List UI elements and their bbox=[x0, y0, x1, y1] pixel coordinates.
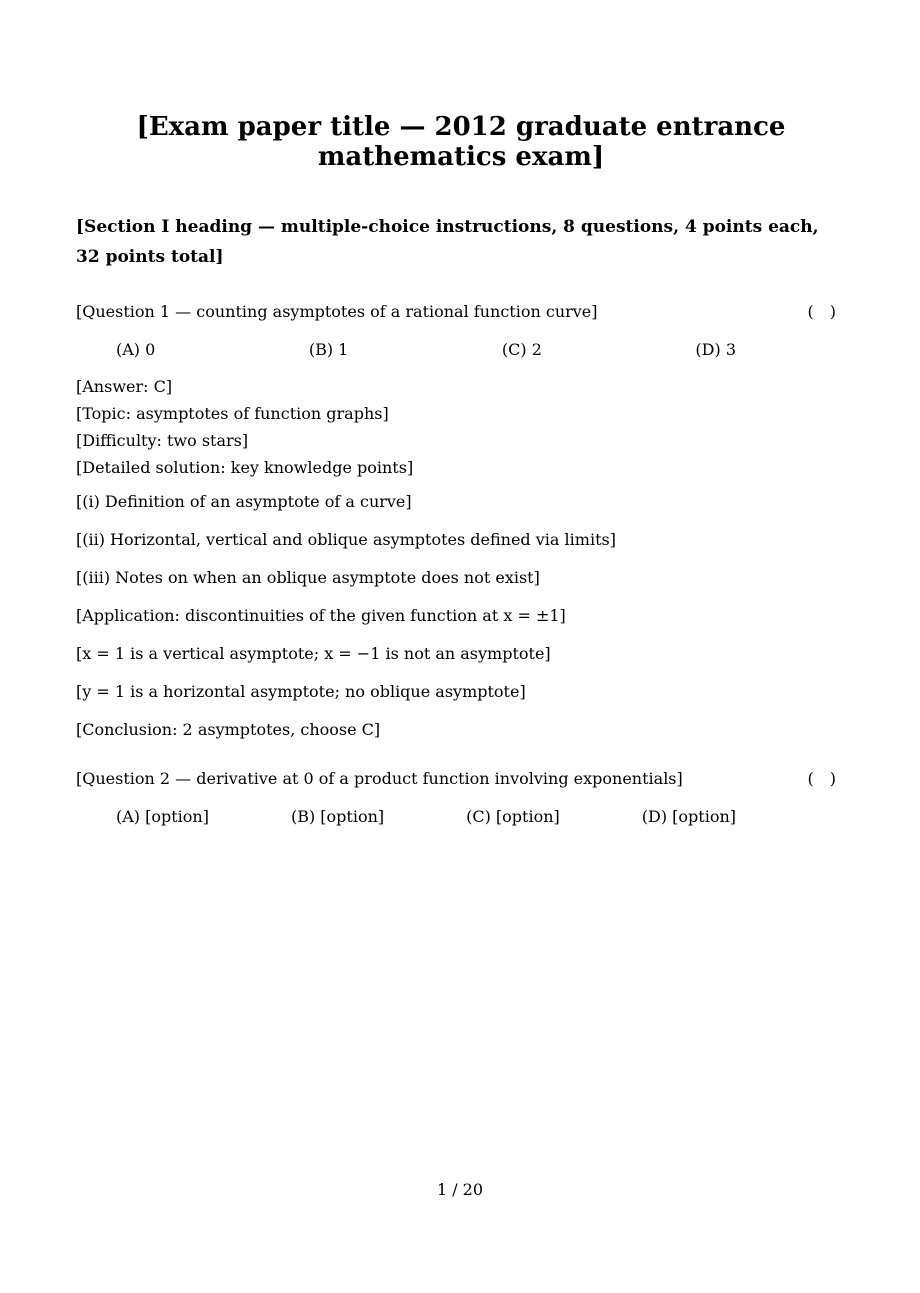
topic-line: [Topic: asymptotes of function graphs] bbox=[76, 404, 389, 423]
explanation-line: [y = 1 is a horizontal asymptote; no oblique asymptote] bbox=[76, 682, 526, 701]
explanation-line: [(i) Definition of an asymptote of a curve] bbox=[76, 492, 412, 511]
question-2-options bbox=[116, 807, 736, 826]
option-b: (B) 1 bbox=[308, 340, 349, 359]
section-heading: [Section I heading — multiple-choice instructions, 8 questions, 4 points each, 32 points total] bbox=[76, 217, 819, 267]
option-b: (B) [option] bbox=[290, 807, 385, 826]
option-d: (D) 3 bbox=[695, 340, 736, 359]
page-title: [Exam paper title — 2012 graduate entrance mathematics exam] bbox=[136, 112, 786, 172]
option-a: (A) [option] bbox=[116, 807, 209, 826]
explanation-line: [x = 1 is a vertical asymptote; x = −1 is not an asymptote] bbox=[76, 644, 551, 663]
option-c: (C) [option] bbox=[466, 807, 560, 826]
explanation-header: [Detailed solution: key knowledge points] bbox=[76, 458, 414, 477]
option-c: (C) 2 bbox=[501, 340, 542, 359]
answer-bracket: ( ) bbox=[807, 302, 836, 321]
answer-line: [Answer: C] bbox=[76, 377, 173, 396]
explanation-line: [(ii) Horizontal, vertical and oblique asymptotes defined via limits] bbox=[76, 530, 616, 549]
explanation-line: [Application: discontinuities of the given function at x = ±1] bbox=[76, 606, 566, 625]
option-d: (D) [option] bbox=[641, 807, 736, 826]
question-2 bbox=[76, 765, 846, 793]
explanation-line: [(iii) Notes on when an oblique asymptote does not exist] bbox=[76, 568, 540, 587]
question-2-stem: [Question 2 — derivative at 0 of a product function involving exponentials] bbox=[76, 769, 683, 788]
explanation-line: [Conclusion: 2 asymptotes, choose C] bbox=[76, 720, 381, 739]
question-1 bbox=[76, 298, 846, 326]
answer-bracket: ( ) bbox=[807, 769, 836, 788]
difficulty-line: [Difficulty: two stars] bbox=[76, 431, 249, 450]
page-number: 1 / 20 bbox=[436, 1180, 484, 1199]
question-1-stem: [Question 1 — counting asymptotes of a rational function curve] bbox=[76, 302, 598, 321]
exam-page bbox=[76, 100, 846, 840]
option-a: (A) 0 bbox=[116, 340, 156, 359]
question-1-options bbox=[116, 340, 736, 359]
